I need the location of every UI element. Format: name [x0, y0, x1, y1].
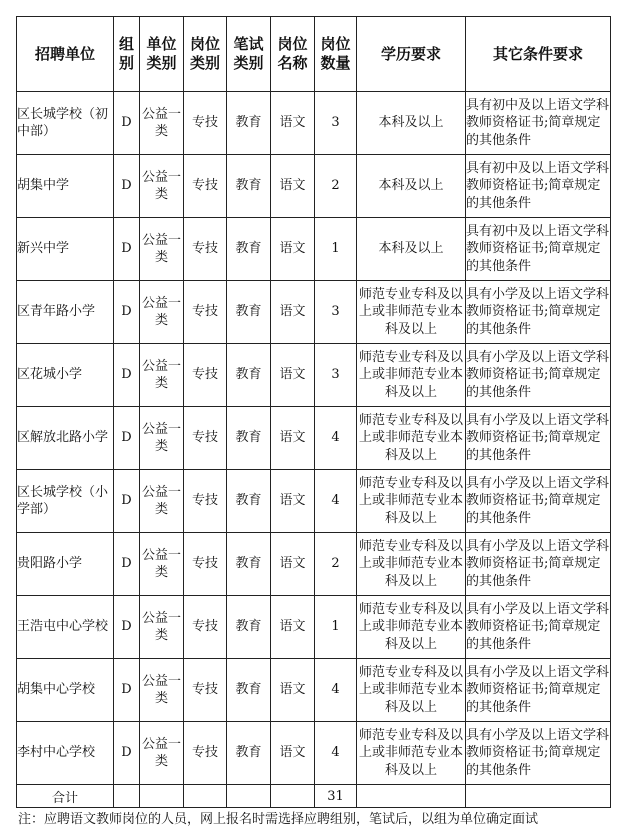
- unit-type-cell: 公益一类: [140, 281, 184, 344]
- exam-type-cell: 教育: [227, 407, 271, 470]
- group-cell: D: [114, 659, 140, 722]
- count-cell: 4: [315, 407, 357, 470]
- unit-cell: 新兴中学: [17, 218, 114, 281]
- count-cell: 2: [315, 533, 357, 596]
- header-exam-type: 笔试类别: [227, 17, 271, 92]
- table-row: [17, 533, 611, 596]
- header-count: 岗位数量: [315, 17, 357, 92]
- other-cell: 具有小学及以上语文学科教师资格证书;简章规定的其他条件: [466, 407, 611, 470]
- post-name-cell: 语文: [271, 533, 315, 596]
- total-count: 31: [315, 785, 357, 808]
- education-cell: 本科及以上: [357, 155, 466, 218]
- total-row: [17, 785, 611, 808]
- unit-type-cell: 公益一类: [140, 92, 184, 155]
- education-cell: 师范专业专科及以上或非师范专业本科及以上: [357, 470, 466, 533]
- unit-type-cell: 公益一类: [140, 470, 184, 533]
- group-cell: D: [114, 407, 140, 470]
- empty-cell: [114, 785, 140, 808]
- post-name-cell: 语文: [271, 218, 315, 281]
- group-cell: D: [114, 533, 140, 596]
- post-type-cell: 专技: [184, 470, 227, 533]
- unit-cell: 区解放北路小学: [17, 407, 114, 470]
- unit-type-cell: 公益一类: [140, 218, 184, 281]
- unit-type-cell: 公益一类: [140, 596, 184, 659]
- post-type-cell: 专技: [184, 659, 227, 722]
- table-row: [17, 470, 611, 533]
- post-type-cell: 专技: [184, 218, 227, 281]
- exam-type-cell: 教育: [227, 344, 271, 407]
- unit-cell: 区花城小学: [17, 344, 114, 407]
- table-row: [17, 155, 611, 218]
- post-name-cell: 语文: [271, 344, 315, 407]
- count-cell: 4: [315, 659, 357, 722]
- count-cell: 1: [315, 218, 357, 281]
- post-type-cell: 专技: [184, 722, 227, 785]
- other-cell: 具有小学及以上语文学科教师资格证书;简章规定的其他条件: [466, 596, 611, 659]
- unit-cell: 贵阳路小学: [17, 533, 114, 596]
- group-cell: D: [114, 92, 140, 155]
- unit-cell: 胡集中学: [17, 155, 114, 218]
- exam-type-cell: 教育: [227, 722, 271, 785]
- unit-type-cell: 公益一类: [140, 659, 184, 722]
- unit-type-cell: 公益一类: [140, 344, 184, 407]
- header-education: 学历要求: [357, 17, 466, 92]
- post-type-cell: 专技: [184, 344, 227, 407]
- post-type-cell: 专技: [184, 92, 227, 155]
- other-cell: 具有初中及以上语文学科教师资格证书;简章规定的其他条件: [466, 218, 611, 281]
- other-cell: 具有小学及以上语文学科教师资格证书;简章规定的其他条件: [466, 533, 611, 596]
- group-cell: D: [114, 344, 140, 407]
- education-cell: 本科及以上: [357, 218, 466, 281]
- exam-type-cell: 教育: [227, 659, 271, 722]
- header-other: 其它条件要求: [466, 17, 611, 92]
- table-row: [17, 92, 611, 155]
- exam-type-cell: 教育: [227, 533, 271, 596]
- education-cell: 师范专业专科及以上或非师范专业本科及以上: [357, 722, 466, 785]
- education-cell: 师范专业专科及以上或非师范专业本科及以上: [357, 533, 466, 596]
- post-name-cell: 语文: [271, 92, 315, 155]
- table-row: [17, 596, 611, 659]
- education-cell: 师范专业专科及以上或非师范专业本科及以上: [357, 344, 466, 407]
- count-cell: 3: [315, 344, 357, 407]
- group-cell: D: [114, 470, 140, 533]
- post-name-cell: 语文: [271, 722, 315, 785]
- post-type-cell: 专技: [184, 281, 227, 344]
- unit-cell: 区青年路小学: [17, 281, 114, 344]
- education-cell: 师范专业专科及以上或非师范专业本科及以上: [357, 596, 466, 659]
- other-cell: 具有小学及以上语文学科教师资格证书;简章规定的其他条件: [466, 722, 611, 785]
- unit-type-cell: 公益一类: [140, 722, 184, 785]
- post-name-cell: 语文: [271, 155, 315, 218]
- post-name-cell: 语文: [271, 596, 315, 659]
- recruitment-table: [16, 16, 611, 808]
- header-group: 组别: [114, 17, 140, 92]
- group-cell: D: [114, 218, 140, 281]
- empty-cell: [184, 785, 227, 808]
- other-cell: 具有小学及以上语文学科教师资格证书;简章规定的其他条件: [466, 470, 611, 533]
- group-cell: D: [114, 155, 140, 218]
- education-cell: 师范专业专科及以上或非师范专业本科及以上: [357, 659, 466, 722]
- group-cell: D: [114, 722, 140, 785]
- unit-cell: 区长城学校（初中部）: [17, 92, 114, 155]
- exam-type-cell: 教育: [227, 155, 271, 218]
- header-unit-type: 单位类别: [140, 17, 184, 92]
- exam-type-cell: 教育: [227, 470, 271, 533]
- exam-type-cell: 教育: [227, 281, 271, 344]
- empty-cell: [227, 785, 271, 808]
- post-type-cell: 专技: [184, 155, 227, 218]
- post-type-cell: 专技: [184, 407, 227, 470]
- education-cell: 师范专业专科及以上或非师范专业本科及以上: [357, 281, 466, 344]
- unit-cell: 区长城学校（小学部）: [17, 470, 114, 533]
- unit-type-cell: 公益一类: [140, 533, 184, 596]
- count-cell: 3: [315, 281, 357, 344]
- unit-cell: 李村中心学校: [17, 722, 114, 785]
- table-row: [17, 407, 611, 470]
- post-name-cell: 语文: [271, 281, 315, 344]
- count-cell: 2: [315, 155, 357, 218]
- unit-cell: 王浩屯中心学校: [17, 596, 114, 659]
- unit-cell: 胡集中心学校: [17, 659, 114, 722]
- other-cell: 具有小学及以上语文学科教师资格证书;简章规定的其他条件: [466, 344, 611, 407]
- group-cell: D: [114, 596, 140, 659]
- footnote: 注：应聘语文教师岗位的人员，网上报名时需选择应聘组别，笔试后，以组为单位确定面试: [18, 812, 539, 827]
- other-cell: 具有小学及以上语文学科教师资格证书;简章规定的其他条件: [466, 659, 611, 722]
- count-cell: 1: [315, 596, 357, 659]
- post-type-cell: 专技: [184, 596, 227, 659]
- empty-cell: [357, 785, 466, 808]
- exam-type-cell: 教育: [227, 596, 271, 659]
- post-name-cell: 语文: [271, 470, 315, 533]
- table-row: [17, 344, 611, 407]
- count-cell: 3: [315, 92, 357, 155]
- empty-cell: [140, 785, 184, 808]
- table-row: [17, 659, 611, 722]
- count-cell: 4: [315, 722, 357, 785]
- count-cell: 4: [315, 470, 357, 533]
- empty-cell: [466, 785, 611, 808]
- exam-type-cell: 教育: [227, 92, 271, 155]
- header-post-name: 岗位名称: [271, 17, 315, 92]
- header-unit: 招聘单位: [17, 17, 114, 92]
- post-name-cell: 语文: [271, 407, 315, 470]
- header-post-type: 岗位类别: [184, 17, 227, 92]
- empty-cell: [271, 785, 315, 808]
- table-row: [17, 218, 611, 281]
- group-cell: D: [114, 281, 140, 344]
- table-row: [17, 722, 611, 785]
- post-type-cell: 专技: [184, 533, 227, 596]
- table-header-row: [17, 17, 611, 92]
- other-cell: 具有小学及以上语文学科教师资格证书;简章规定的其他条件: [466, 281, 611, 344]
- post-name-cell: 语文: [271, 659, 315, 722]
- other-cell: 具有初中及以上语文学科教师资格证书;简章规定的其他条件: [466, 92, 611, 155]
- unit-type-cell: 公益一类: [140, 407, 184, 470]
- other-cell: 具有初中及以上语文学科教师资格证书;简章规定的其他条件: [466, 155, 611, 218]
- table-row: [17, 281, 611, 344]
- exam-type-cell: 教育: [227, 218, 271, 281]
- total-label: 合计: [17, 785, 114, 808]
- education-cell: 本科及以上: [357, 92, 466, 155]
- unit-type-cell: 公益一类: [140, 155, 184, 218]
- education-cell: 师范专业专科及以上或非师范专业本科及以上: [357, 407, 466, 470]
